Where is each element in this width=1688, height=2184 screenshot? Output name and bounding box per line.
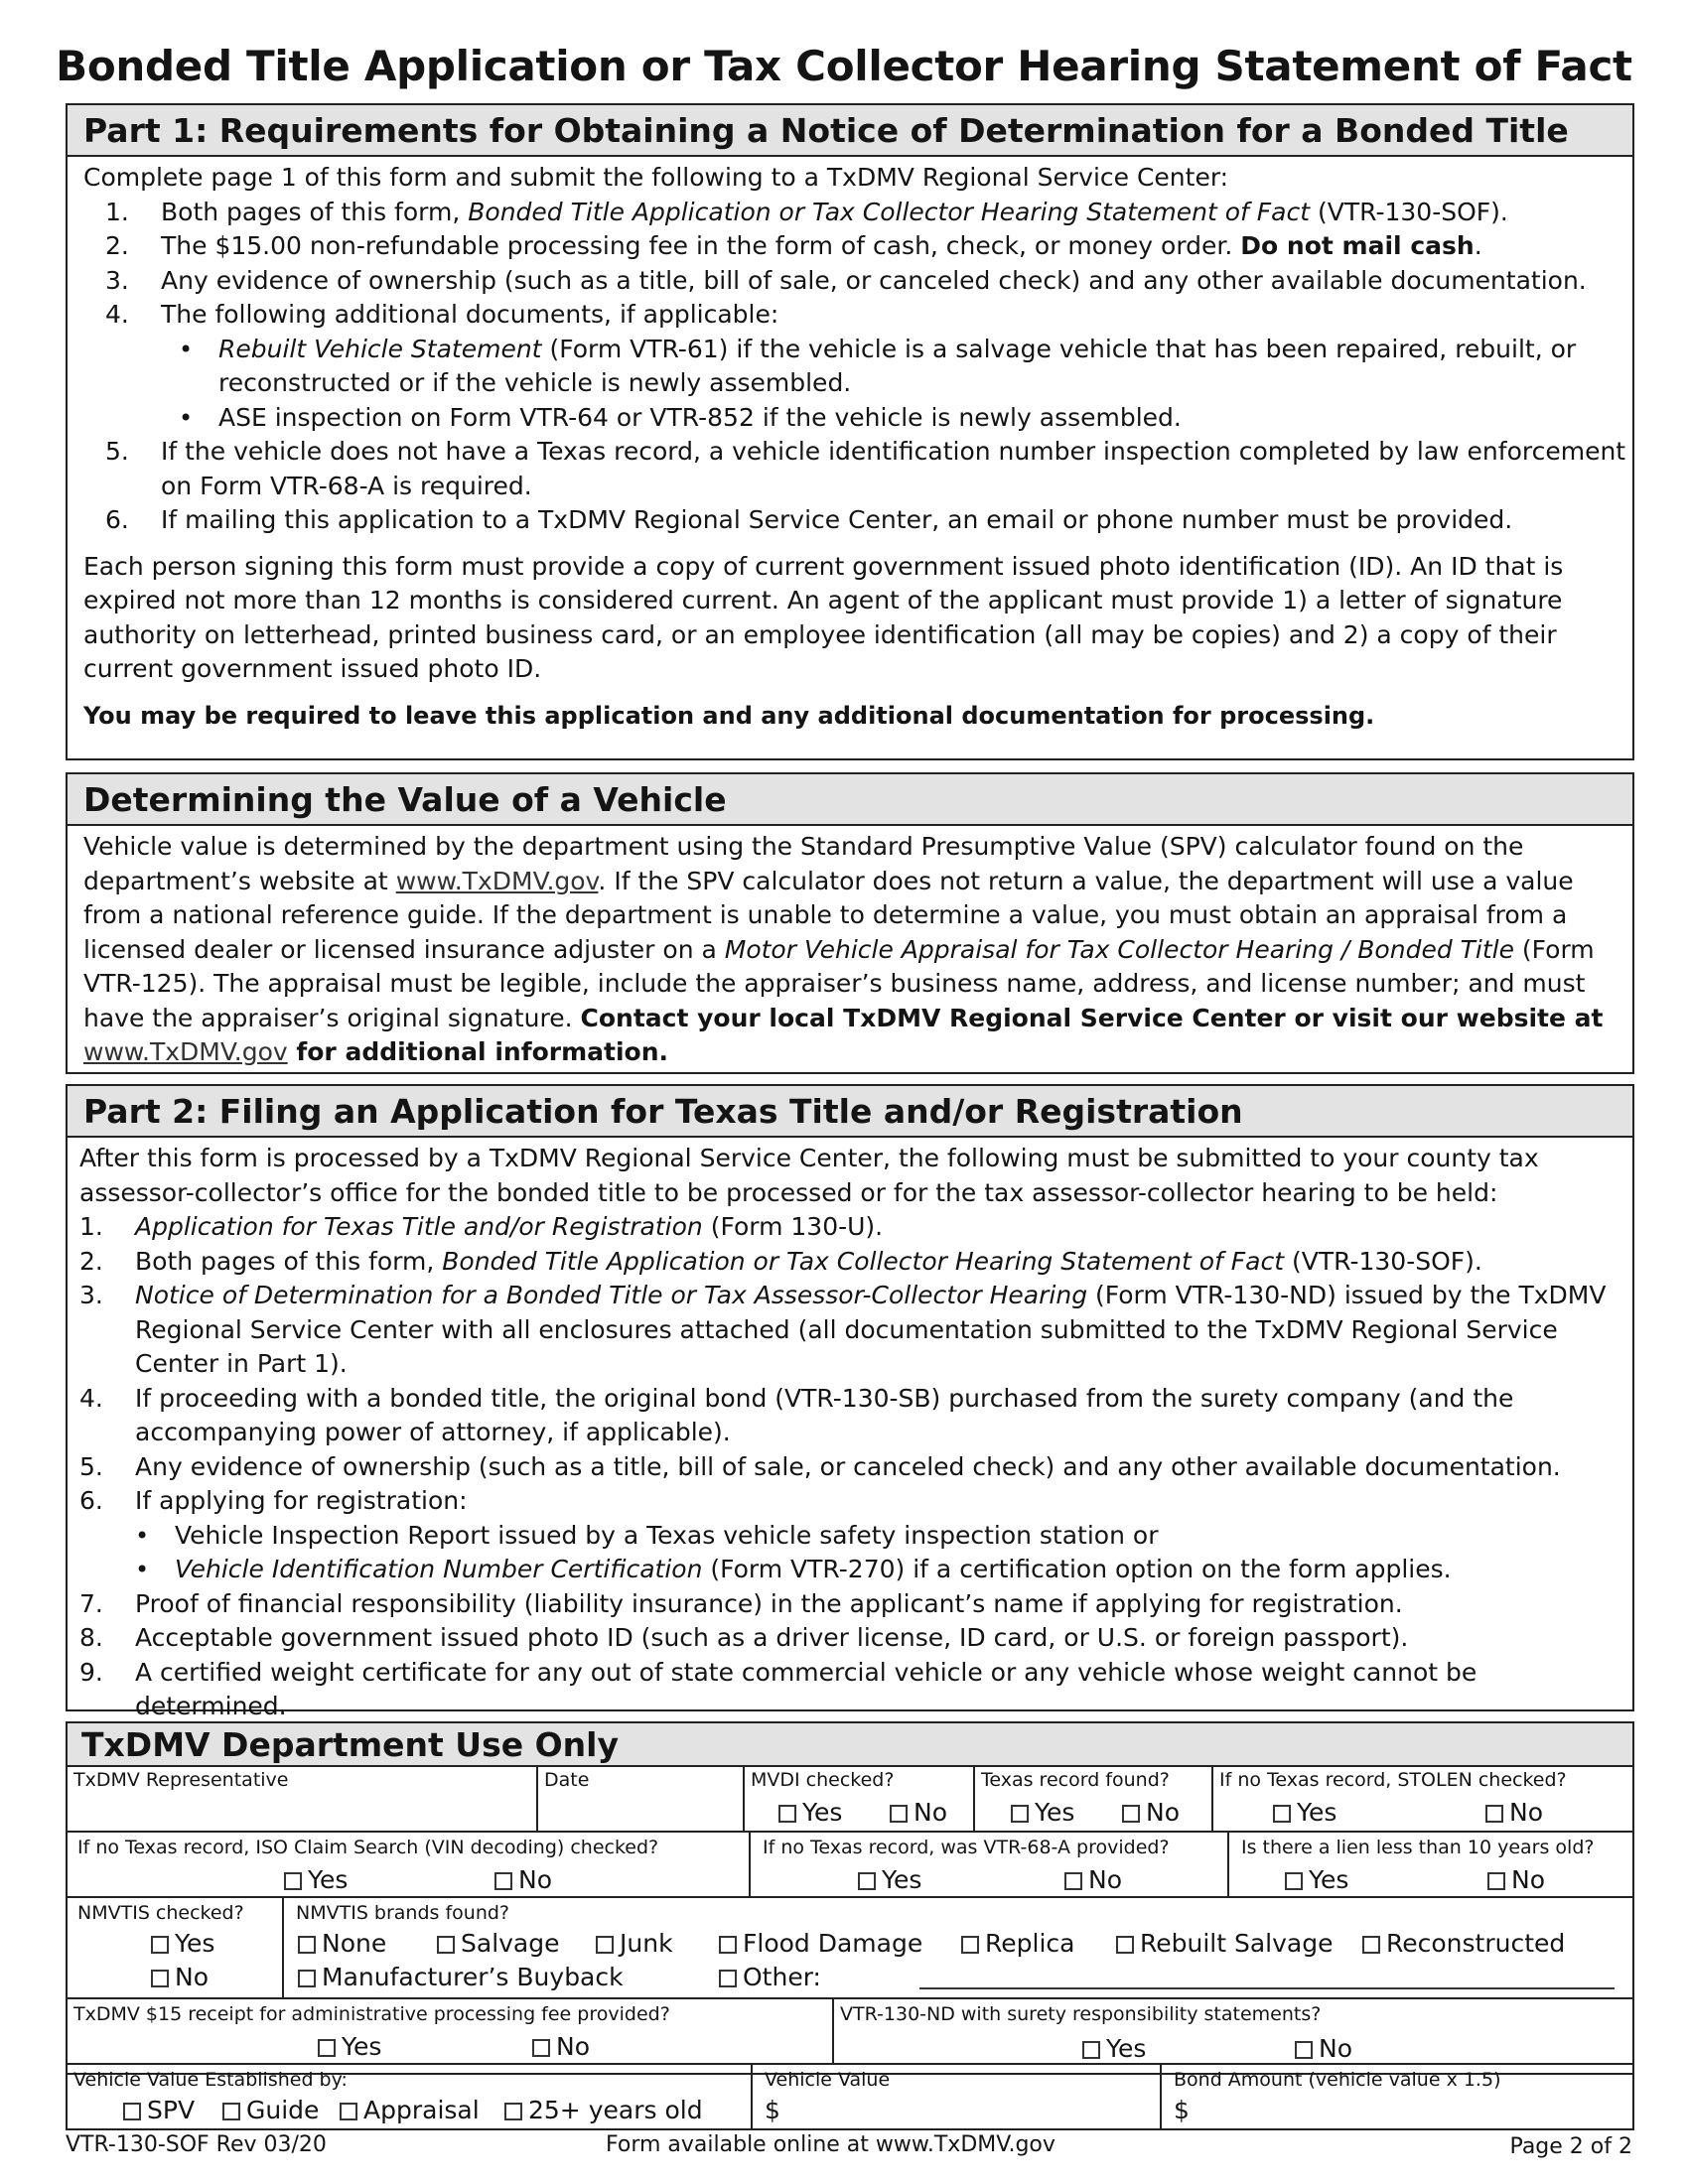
item-number: 3. <box>79 1281 103 1309</box>
department-use-table <box>66 1721 1634 2075</box>
bullet-item <box>218 333 1632 401</box>
list-item <box>79 1210 1632 1245</box>
item-text: (Form VTR-130-ND) issued by the TxDMV Regional Service Center with all enclosures attached (all documentation submitted to the TxDMV Regional Service Center in Part 1). <box>135 1281 1607 1378</box>
surety-no-checkbox[interactable] <box>1295 2035 1352 2063</box>
form-name: Motor Vehicle Appraisal for Tax Collector Hearing / Bonded Title <box>724 934 1514 964</box>
option-label: Flood Damage <box>743 1929 923 1958</box>
item-text: . <box>1474 231 1482 260</box>
contact-text: Contact your local TxDMV Regional Service Center or visit our website at <box>580 1003 1604 1032</box>
checkbox-icon <box>123 2103 141 2120</box>
field-label: Date <box>544 1769 590 1791</box>
field-label: TxDMV Representative <box>73 1769 289 1791</box>
checkbox-icon <box>298 1936 316 1954</box>
list-item <box>105 298 1632 435</box>
warning-text: Do not mail cash <box>1240 231 1475 260</box>
online-availability: Form available online at www.TxDMV.gov <box>606 2132 1055 2157</box>
option-label: Appraisal <box>363 2096 480 2124</box>
checkbox-icon <box>284 1872 302 1890</box>
stolen-no-checkbox[interactable] <box>1485 1799 1543 1827</box>
brand-other-checkbox[interactable] <box>719 1964 821 1991</box>
brand-salvage-checkbox[interactable] <box>437 1930 560 1958</box>
item-text: A certified weight certificate for any out of state commercial vehicle or any vehicle whose weight cannot be determined. <box>135 1657 1477 1720</box>
option-label: No <box>914 1798 947 1827</box>
paragraph-text: Vehicle value is determined by the department using the Standard Presumptive Value (SPV) calculator found on the department’s website at <box>83 832 1524 895</box>
item-text: If mailing this application to a TxDMV Regional Service Center, an email or phone number must be provided. <box>161 505 1513 534</box>
item-number: 3. <box>105 265 129 295</box>
option-label: Yes <box>308 1865 349 1894</box>
item-text: The following additional documents, if applicable: <box>161 300 779 329</box>
processing-notice: You may be required to leave this application and any additional documentation for processing. <box>83 701 1375 730</box>
field-label: If no Texas record, was VTR-68-A provided? <box>763 1837 1170 1858</box>
option-label: No <box>1146 1798 1180 1827</box>
checkbox-icon <box>222 2103 240 2120</box>
form-name: Bonded Title Application or Tax Collector Hearing Statement of Fact <box>442 1246 1285 1276</box>
checkbox-icon <box>778 1805 796 1823</box>
item-text: Both pages of this form, <box>161 197 469 226</box>
option-label: Reconstructed <box>1386 1929 1566 1958</box>
field-label: NMVTIS brands found? <box>296 1902 510 1924</box>
checkbox-icon <box>719 1970 737 1987</box>
item-number: 4. <box>79 1383 103 1413</box>
checkbox-icon <box>1295 2041 1313 2059</box>
option-label: Yes <box>1309 1865 1349 1894</box>
part2-intro: After this form is processed by a TxDMV Regional Service Center, the following must be submitted to your county tax assessor-collector’s office for the bonded title to be processed or for the tax assessor-collector hearing to be held: <box>79 1144 1539 1207</box>
option-label: 25+ years old <box>528 2096 703 2124</box>
item-number: 5. <box>79 1451 103 1481</box>
list-item <box>79 1484 1632 1587</box>
item-number: 1. <box>79 1212 103 1241</box>
item-number: 7. <box>79 1588 103 1618</box>
receipt-cell <box>68 1999 834 2065</box>
checkbox-icon <box>532 2039 550 2057</box>
item-text: (Form VTR-270) if a certification option on the form applies. <box>702 1555 1452 1583</box>
option-label: Yes <box>802 1798 843 1827</box>
other-brand-input[interactable] <box>919 1987 1615 1989</box>
texas-record-no-checkbox[interactable] <box>1122 1799 1180 1827</box>
vehicle-value-row <box>66 2063 1634 2130</box>
list-item <box>79 1245 1632 1280</box>
receipt-yes-checkbox[interactable] <box>318 2033 381 2061</box>
date-field[interactable] <box>538 1765 745 1833</box>
option-label: No <box>1511 1865 1545 1894</box>
checkbox-icon <box>1011 1805 1029 1823</box>
item-text: (Form VTR-61) if the vehicle is a salvage vehicle that has been repaired, rebuilt, or reconstructed or if the vehicle is newly assembled. <box>218 334 1577 397</box>
option-label: Junk <box>620 1929 673 1958</box>
value-appraisal-checkbox[interactable] <box>340 2097 480 2124</box>
checkbox-icon <box>151 1936 169 1954</box>
field-label: Vehicle Value Established by: <box>73 2069 348 2091</box>
field-label: NMVTIS checked? <box>77 1902 244 1924</box>
representative-field[interactable] <box>68 1765 538 1833</box>
item-number: 6. <box>105 505 129 534</box>
surety-cell <box>834 1999 1632 2065</box>
option-label: No <box>518 1865 552 1894</box>
checkbox-icon <box>1362 1936 1380 1954</box>
bullet-item <box>175 1553 1632 1587</box>
part2-heading: Part 2: Filing an Application for Texas Title and/or Registration <box>68 1086 1632 1138</box>
brand-junk-checkbox[interactable] <box>596 1930 673 1958</box>
checkbox-icon <box>340 2103 357 2120</box>
option-label: Salvage <box>461 1929 560 1958</box>
bullet-item <box>218 401 1632 436</box>
brand-flood-checkbox[interactable] <box>719 1930 922 1958</box>
checkbox-icon <box>494 1872 512 1890</box>
lien-yes-checkbox[interactable] <box>1285 1866 1348 1894</box>
checkbox-icon <box>961 1936 979 1954</box>
vehicle-value-field[interactable] <box>753 2063 1162 2128</box>
form-id: VTR-130-SOF Rev 03/20 <box>66 2132 327 2157</box>
option-label: Guide <box>246 2096 320 2124</box>
option-label: No <box>175 1963 209 1991</box>
brand-reconstructed-checkbox[interactable] <box>1362 1930 1565 1958</box>
contact-text: for additional information. <box>287 1037 668 1066</box>
brand-none-checkbox[interactable] <box>298 1930 386 1958</box>
item-text: ASE inspection on Form VTR-64 or VTR-852 if the vehicle is newly assembled. <box>218 402 1182 432</box>
list-item <box>105 503 1632 538</box>
checkbox-icon <box>1487 1872 1505 1890</box>
list-item <box>105 435 1632 503</box>
checkbox-icon <box>318 2039 336 2057</box>
option-label: Replica <box>985 1929 1075 1958</box>
item-text: If the vehicle does not have a Texas record, a vehicle identification number inspection completed by law enforcement on Form VTR-68-A is required. <box>161 437 1626 500</box>
texas-record-cell <box>975 1765 1213 1833</box>
list-item <box>79 1382 1632 1450</box>
checkbox-icon <box>437 1936 455 1954</box>
receipt-no-checkbox[interactable] <box>532 2033 590 2061</box>
vtr68a-cell <box>751 1833 1229 1898</box>
item-number: 1. <box>105 197 129 226</box>
bullet-item <box>175 1519 1632 1554</box>
checkbox-icon <box>1285 1872 1303 1890</box>
list-item <box>79 1656 1632 1724</box>
lien-cell <box>1229 1833 1632 1898</box>
field-label: If no Texas record, STOLEN checked? <box>1219 1769 1567 1791</box>
checkbox-icon <box>596 1936 614 1954</box>
vtr68a-yes-checkbox[interactable] <box>858 1866 921 1894</box>
list-item <box>105 229 1632 264</box>
option-label: Yes <box>1035 1798 1075 1827</box>
brand-buyback-checkbox[interactable] <box>298 1964 624 1991</box>
checkbox-icon <box>1273 1805 1291 1823</box>
field-label: If no Texas record, ISO Claim Search (VIN decoding) checked? <box>77 1837 659 1858</box>
item-number: 9. <box>79 1657 103 1687</box>
bond-amount-field[interactable] <box>1162 2063 1632 2128</box>
checkbox-icon <box>890 1805 908 1823</box>
paragraph-text: (Form VTR-125). The appraisal must be legible, include the appraiser’s business name, address, and license number; and must have the appraiser’s original signature. <box>83 934 1595 1032</box>
field-label: Is there a lien less than 10 years old? <box>1241 1837 1595 1858</box>
option-label: Yes <box>342 2032 382 2061</box>
vehicle-value-section <box>66 772 1634 1074</box>
part2-section <box>66 1084 1634 1720</box>
checkbox-icon <box>1064 1872 1082 1890</box>
iso-claim-cell <box>68 1833 751 1898</box>
form-name: Notice of Determination for a Bonded Title or Tax Assessor-Collector Hearing <box>135 1281 1088 1309</box>
item-text: Acceptable government issued photo ID (such as a driver license, ID card, or U.S. or foreign passport). <box>135 1623 1409 1652</box>
texas-record-yes-checkbox[interactable] <box>1011 1799 1074 1827</box>
item-number: 2. <box>105 231 129 260</box>
iso-yes-checkbox[interactable] <box>284 1866 348 1894</box>
list-item <box>79 1279 1632 1382</box>
field-label: TxDMV $15 receipt for administrative processing fee provided? <box>73 2003 670 2025</box>
form-name: Vehicle Identification Number Certification <box>175 1555 703 1583</box>
item-text: (Form 130-U). <box>702 1212 884 1241</box>
item-text: If proceeding with a bonded title, the original bond (VTR-130-SB) purchased from the surety company (and the accompanying power of attorney, if applicable). <box>135 1383 1514 1446</box>
value-guide-checkbox[interactable] <box>222 2097 319 2124</box>
option-label: Yes <box>1297 1798 1337 1827</box>
form-name: Bonded Title Application or Tax Collector Hearing Statement of Fact <box>468 197 1311 226</box>
item-text: Any evidence of ownership (such as a title, bill of sale, or canceled check) and any other available documentation. <box>135 1451 1561 1481</box>
option-label: Other: <box>743 1963 821 1991</box>
item-text: Proof of financial responsibility (liability insurance) in the applicant’s name if applying for registration. <box>135 1588 1403 1618</box>
list-item <box>79 1621 1632 1656</box>
part1-intro: Complete page 1 of this form and submit the following to a TxDMV Regional Service Center: <box>83 163 1229 192</box>
value-25-years-checkbox[interactable] <box>504 2097 703 2124</box>
nmvtis-brands-cell <box>284 1898 1632 1999</box>
part1-heading: Part 1: Requirements for Obtaining a Notice of Determination for a Bonded Title <box>68 105 1632 157</box>
item-number: 6. <box>79 1486 103 1515</box>
option-label: Yes <box>1106 2034 1147 2063</box>
item-text: (VTR-130-SOF). <box>1284 1246 1482 1276</box>
vehicle-value-paragraph <box>83 830 1622 1070</box>
stolen-checked-cell <box>1213 1765 1632 1833</box>
option-label: Rebuilt Salvage <box>1140 1929 1334 1958</box>
item-text: If applying for registration: <box>135 1486 468 1515</box>
page-number: Page 2 of 2 <box>1509 2134 1632 2159</box>
nmvtis-checked-cell <box>68 1898 284 1999</box>
id-requirements-paragraph: Each person signing this form must provide a copy of current government issued photo identification (ID). An ID that is expired not more than 12 months is considered current. An agent of the applicant must provide 1) a letter of signature authority on letterhead, printed business card, or an employee identification (all may be copies) and 2) a copy of their current government issued photo ID. <box>83 551 1564 683</box>
item-text: (VTR-130-SOF). <box>1310 197 1508 226</box>
lien-no-checkbox[interactable] <box>1487 1866 1545 1894</box>
checkbox-icon <box>298 1970 316 1987</box>
field-label: Texas record found? <box>981 1769 1170 1791</box>
stolen-yes-checkbox[interactable] <box>1273 1799 1336 1827</box>
list-item <box>105 264 1632 299</box>
option-label: No <box>556 2032 590 2061</box>
option-label: SPV <box>147 2096 196 2124</box>
txdmv-link[interactable]: www.TxDMV.gov <box>395 866 599 895</box>
item-text: Any evidence of ownership (such as a title, bill of sale, or canceled check) and any other available documentation. <box>161 265 1587 295</box>
nmvtis-yes-checkbox[interactable] <box>151 1930 214 1958</box>
mvdi-no-checkbox[interactable] <box>890 1799 947 1827</box>
item-number: 2. <box>79 1246 103 1276</box>
part1-section <box>66 103 1634 760</box>
item-number: 4. <box>105 300 129 329</box>
checkbox-icon <box>1116 1936 1134 1954</box>
option-label: None <box>322 1929 387 1958</box>
dollar-sign: $ <box>1174 2096 1190 2124</box>
mvdi-checked-cell <box>745 1765 975 1833</box>
mvdi-yes-checkbox[interactable] <box>778 1799 842 1827</box>
checkbox-icon <box>151 1970 169 1987</box>
item-text: Both pages of this form, <box>135 1246 443 1276</box>
option-label: No <box>1319 2034 1352 2063</box>
nmvtis-no-checkbox[interactable] <box>151 1964 209 1991</box>
option-label: Yes <box>175 1929 215 1958</box>
vtr68a-no-checkbox[interactable] <box>1064 1866 1122 1894</box>
field-label: Vehicle Value <box>765 2069 891 2091</box>
option-label: No <box>1509 1798 1543 1827</box>
dollar-sign: $ <box>765 2096 780 2124</box>
form-name: Rebuilt Vehicle Statement <box>218 334 542 363</box>
list-item <box>79 1587 1632 1622</box>
field-label: Bond Amount (vehicle value x 1.5) <box>1174 2069 1501 2091</box>
field-label: MVDI checked? <box>751 1769 895 1791</box>
checkbox-icon <box>1485 1805 1503 1823</box>
txdmv-link[interactable]: www.TxDMV.gov <box>83 1037 288 1066</box>
item-text: The $15.00 non-refundable processing fee in the form of cash, check, or money order. <box>161 231 1241 260</box>
value-established-cell <box>68 2063 753 2128</box>
vehicle-value-heading: Determining the Value of a Vehicle <box>68 774 1632 826</box>
checkbox-icon <box>1082 2041 1100 2059</box>
department-use-heading: TxDMV Department Use Only <box>68 1723 1632 1767</box>
item-number: 8. <box>79 1623 103 1652</box>
surety-yes-checkbox[interactable] <box>1082 2035 1146 2063</box>
value-spv-checkbox[interactable] <box>123 2097 195 2124</box>
field-label: VTR-130-ND with surety responsibility statements? <box>840 2003 1322 2025</box>
item-number: 5. <box>105 437 129 466</box>
checkbox-icon <box>1122 1805 1140 1823</box>
checkbox-icon <box>858 1872 876 1890</box>
brand-rebuilt-checkbox[interactable] <box>1116 1930 1333 1958</box>
list-item <box>105 196 1632 230</box>
document-title: Bonded Title Application or Tax Collector Hearing Statement of Fact <box>56 42 1632 90</box>
item-text: Vehicle Inspection Report issued by a Texas vehicle safety inspection station or <box>175 1520 1159 1550</box>
paragraph-text: . If the SPV calculator does not return a value, the department will use a value from a national reference guide. If the department is unable to determine a value, you must obtain an appraisal from a licensed dealer or licensed insurance adjuster on a <box>83 866 1574 964</box>
checkbox-icon <box>504 2103 522 2120</box>
iso-no-checkbox[interactable] <box>494 1866 552 1894</box>
option-label: Yes <box>882 1865 922 1894</box>
checkbox-icon <box>719 1936 737 1954</box>
form-name: Application for Texas Title and/or Registration <box>135 1212 703 1241</box>
option-label: No <box>1088 1865 1122 1894</box>
brand-replica-checkbox[interactable] <box>961 1930 1074 1958</box>
option-label: Manufacturer’s Buyback <box>322 1963 624 1991</box>
list-item <box>79 1450 1632 1485</box>
